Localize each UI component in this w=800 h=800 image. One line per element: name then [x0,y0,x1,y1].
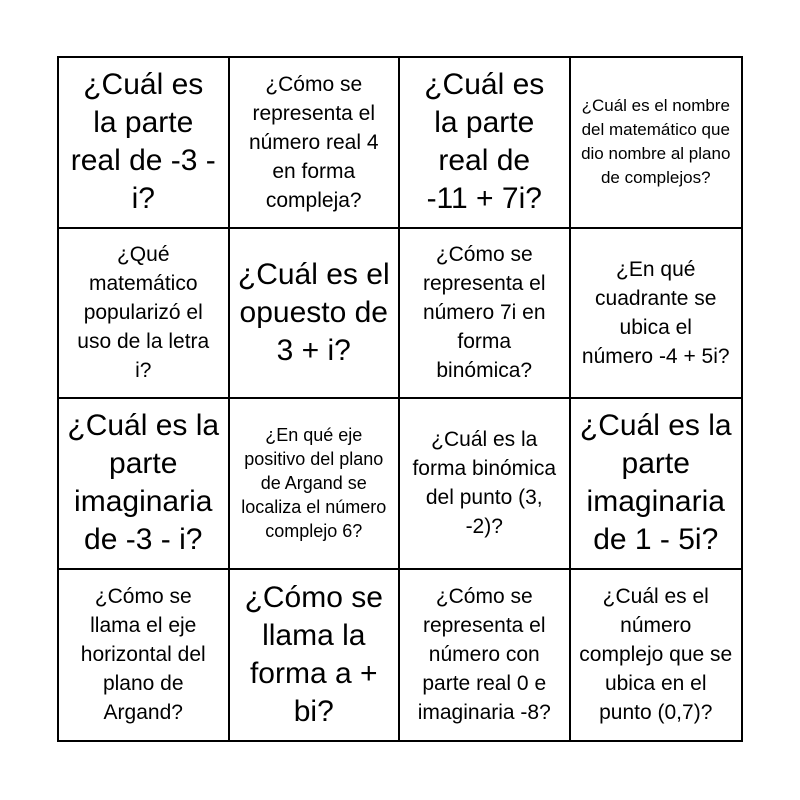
cell-text: ¿Cuál es el número complejo que se ubica en el punto (0,7)? [579,585,733,725]
cell-text: ¿En qué cuadrante se ubica el número -4 + 5i? [581,257,730,368]
bingo-cell[interactable] [400,58,571,229]
cell-text: ¿Cómo se llama la forma a + bi? [244,580,383,728]
cell-text: ¿Cuál es la parte real de -3 - i? [70,68,216,216]
cell-text: ¿Cuál es la parte imaginaria de 1 - 5i? [579,409,732,557]
cell-text: ¿Cuál es la forma binómica del punto (3, -2)? [412,428,557,539]
cell-text: ¿Cómo se representa el número 7i en forma binómica? [422,243,546,383]
cell-text: ¿Cuál es el nombre del matemático que dio nombre al plano de complejos? [581,96,731,188]
cell-text: ¿Cómo se llama el eje horizontal del plano de Argand? [80,585,206,725]
bingo-cell[interactable] [571,399,742,570]
cell-text: ¿Cuál es la parte real de -11 + 7i? [424,68,545,216]
bingo-cell[interactable] [230,229,401,400]
cell-text: ¿Qué matemático popularizó el uso de la letra i? [77,243,210,383]
cell-text: ¿En qué eje positivo del plano de Argand se localiza el número complejo 6? [241,425,387,542]
bingo-cell[interactable] [59,570,230,741]
bingo-cell[interactable] [571,58,742,229]
cell-text: ¿Cuál es la parte imaginaria de -3 - i? [67,409,220,557]
bingo-cell[interactable] [230,570,401,741]
bingo-board [57,56,743,742]
bingo-cell[interactable] [59,229,230,400]
cell-text: ¿Cómo se representa el número con parte real 0 e imaginaria -8? [417,585,551,725]
bingo-cell[interactable] [230,399,401,570]
bingo-cell[interactable] [230,58,401,229]
bingo-cell[interactable] [400,399,571,570]
bingo-cell[interactable] [59,58,230,229]
cell-text: ¿Cómo se representa el número real 4 en forma compleja? [248,72,379,212]
bingo-cell[interactable] [571,229,742,400]
bingo-cell[interactable] [59,399,230,570]
bingo-cell[interactable] [400,570,571,741]
cell-text: ¿Cuál es el opuesto de 3 + i? [237,257,390,367]
bingo-cell[interactable] [400,229,571,400]
bingo-cell[interactable] [571,570,742,741]
